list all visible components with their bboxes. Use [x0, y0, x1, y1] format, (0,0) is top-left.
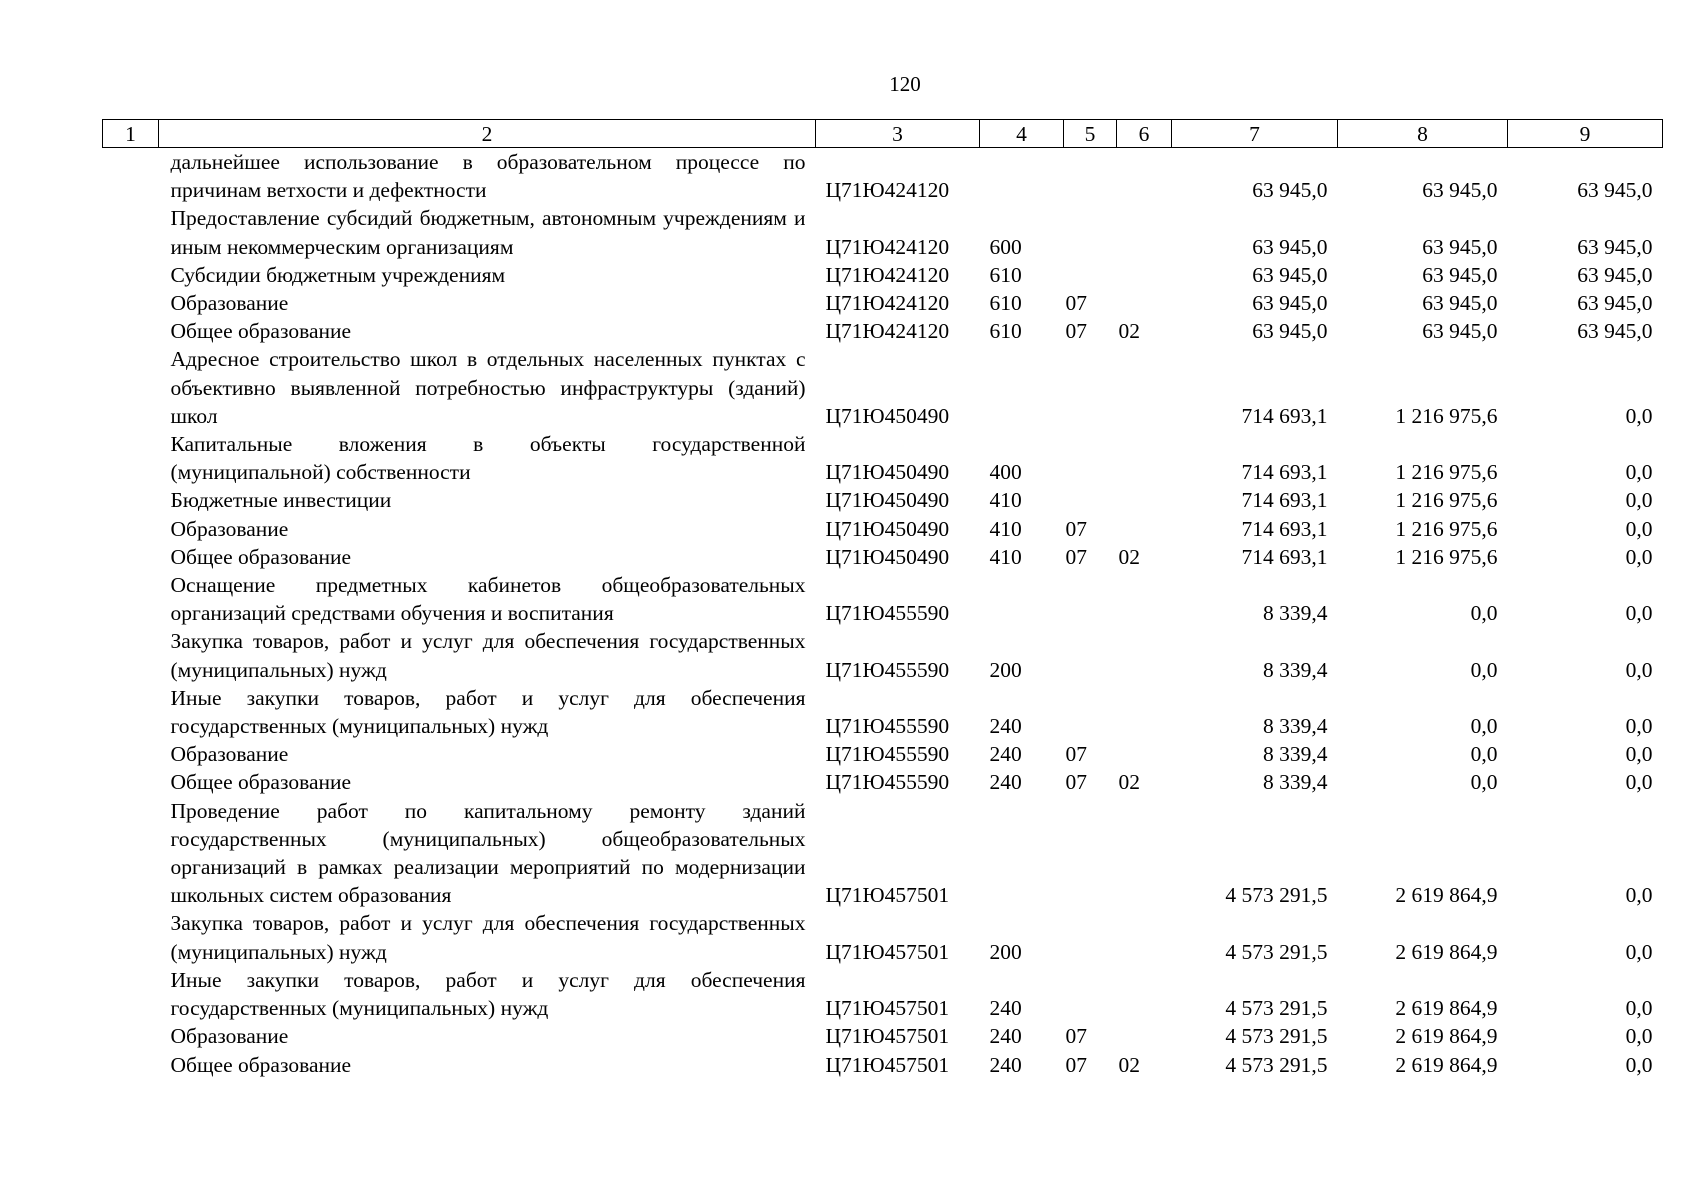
row-subsection: 02	[1118, 544, 1140, 569]
spacer	[103, 345, 159, 430]
spacer	[103, 148, 159, 205]
row-section	[1064, 627, 1117, 683]
row-amount-col8: 63 945,0	[1422, 319, 1498, 344]
row-amount-col8: 2 619 864,9	[1395, 883, 1498, 908]
row-subsection	[1117, 486, 1172, 514]
row-name: Проведение работ по капитальному ремонту зданий государственных (муниципальных) общеобразовательных организаций в рамках реализации мероприятий по модернизации школьных систем образования	[170, 798, 806, 908]
row-amount-col7: 714 693,1	[1241, 488, 1328, 513]
table-row	[103, 909, 1663, 965]
column-header: 2	[159, 120, 816, 148]
row-section: 07	[1065, 1024, 1087, 1049]
row-amount-col8: 0,0	[1470, 714, 1498, 739]
row-name: Общее образование	[170, 770, 352, 795]
spacer	[103, 543, 159, 571]
column-header: 5	[1064, 120, 1117, 148]
row-name: Образование	[170, 742, 289, 767]
row-amount-col9: 0,0	[1625, 601, 1653, 626]
spacer	[103, 317, 159, 345]
row-kvr: 610	[989, 319, 1022, 344]
row-code: Ц71Ю424120	[825, 319, 950, 344]
spacer	[103, 768, 159, 796]
row-amount-col8: 1 216 975,6	[1395, 488, 1498, 513]
row-amount-col7: 63 945,0	[1252, 262, 1328, 287]
table-row	[103, 261, 1663, 289]
row-amount-col7: 63 945,0	[1252, 319, 1328, 344]
row-amount-col7: 714 693,1	[1241, 460, 1328, 485]
row-name: Образование	[170, 516, 289, 541]
spacer	[103, 1022, 159, 1050]
row-code: Ц71Ю457501	[825, 1052, 950, 1077]
row-name: Бюджетные инвестиции	[170, 488, 392, 513]
spacer	[103, 486, 159, 514]
spacer	[103, 261, 159, 289]
table-row	[103, 204, 1663, 260]
row-kvr	[980, 797, 1064, 910]
row-code: Ц71Ю455590	[825, 657, 950, 682]
table-row	[103, 797, 1663, 910]
row-amount-col9: 0,0	[1625, 742, 1653, 767]
row-amount-col9: 0,0	[1625, 403, 1653, 428]
row-section	[1064, 148, 1117, 205]
row-amount-col9: 0,0	[1625, 488, 1653, 513]
table-row	[103, 148, 1663, 205]
column-header: 9	[1508, 120, 1663, 148]
row-kvr: 200	[989, 939, 1022, 964]
column-header: 4	[980, 120, 1064, 148]
row-subsection	[1117, 966, 1172, 1022]
row-section: 07	[1065, 770, 1087, 795]
row-code: Ц71Ю424120	[825, 234, 950, 259]
row-kvr: 600	[989, 234, 1022, 259]
table-row	[103, 486, 1663, 514]
row-amount-col8: 0,0	[1470, 742, 1498, 767]
row-amount-col8: 0,0	[1470, 770, 1498, 795]
row-amount-col7: 8 339,4	[1263, 714, 1328, 739]
row-subsection	[1117, 261, 1172, 289]
row-amount-col7: 63 945,0	[1252, 178, 1328, 203]
row-code: Ц71Ю424120	[825, 178, 950, 203]
row-code: Ц71Ю450490	[825, 488, 950, 513]
row-amount-col9: 63 945,0	[1577, 178, 1653, 203]
row-code: Ц71Ю457501	[825, 939, 950, 964]
row-amount-col8: 63 945,0	[1422, 262, 1498, 287]
table-row	[103, 740, 1663, 768]
row-section	[1064, 684, 1117, 740]
row-amount-col7: 63 945,0	[1252, 234, 1328, 259]
row-name: Субсидии бюджетным учреждениям	[170, 262, 506, 287]
row-amount-col9: 0,0	[1625, 1052, 1653, 1077]
row-code: Ц71Ю450490	[825, 460, 950, 485]
row-section	[1064, 486, 1117, 514]
table-row	[103, 966, 1663, 1022]
row-kvr: 410	[989, 516, 1022, 541]
row-amount-col9: 0,0	[1625, 544, 1653, 569]
row-code: Ц71Ю450490	[825, 544, 950, 569]
row-name: Иные закупки товаров, работ и услуг для обеспечения государственных (муниципальных) нужд	[170, 685, 806, 739]
row-subsection	[1117, 797, 1172, 910]
row-code: Ц71Ю455590	[825, 601, 950, 626]
row-name: Общее образование	[170, 1052, 352, 1077]
row-amount-col9: 0,0	[1625, 996, 1653, 1021]
row-amount-col8: 63 945,0	[1422, 291, 1498, 316]
row-amount-col8: 2 619 864,9	[1395, 996, 1498, 1021]
spacer	[103, 797, 159, 910]
row-amount-col7: 4 573 291,5	[1225, 996, 1328, 1021]
row-amount-col7: 714 693,1	[1241, 403, 1328, 428]
spacer	[103, 627, 159, 683]
spacer	[103, 204, 159, 260]
row-subsection: 02	[1118, 1052, 1140, 1077]
row-amount-col9: 0,0	[1625, 1024, 1653, 1049]
row-subsection	[1117, 1022, 1172, 1050]
table-row	[103, 430, 1663, 486]
row-code: Ц71Ю457501	[825, 996, 950, 1021]
row-amount-col9: 0,0	[1625, 770, 1653, 795]
row-kvr: 610	[989, 291, 1022, 316]
row-amount-col7: 8 339,4	[1263, 657, 1328, 682]
column-number-header	[103, 120, 1663, 148]
row-code: Ц71Ю455590	[825, 770, 950, 795]
row-subsection	[1117, 515, 1172, 543]
spacer	[103, 684, 159, 740]
table-row	[103, 768, 1663, 796]
table-row	[103, 345, 1663, 430]
spacer	[103, 740, 159, 768]
row-kvr	[980, 148, 1064, 205]
row-name: Образование	[170, 291, 289, 316]
row-amount-col9: 0,0	[1625, 883, 1653, 908]
row-kvr	[980, 571, 1064, 627]
page-number: 120	[889, 72, 921, 96]
row-amount-col7: 4 573 291,5	[1225, 883, 1328, 908]
row-kvr: 400	[989, 460, 1022, 485]
spacer	[103, 289, 159, 317]
row-amount-col9: 63 945,0	[1577, 234, 1653, 259]
row-name: Оснащение предметных кабинетов общеобразовательных организаций средствами обучения и воспитания	[170, 573, 806, 626]
row-kvr: 240	[989, 742, 1022, 767]
row-name: Общее образование	[170, 319, 352, 344]
row-amount-col7: 714 693,1	[1241, 544, 1328, 569]
row-name: дальнейшее использование в образовательном процессе по причинам ветхости и дефектности	[170, 150, 806, 203]
column-header: 3	[816, 120, 980, 148]
row-name: Капитальные вложения в объекты государственной (муниципальной) собственности	[170, 432, 806, 485]
row-kvr: 410	[989, 488, 1022, 513]
row-kvr: 240	[989, 770, 1022, 795]
row-amount-col7: 8 339,4	[1263, 601, 1328, 626]
row-amount-col8: 2 619 864,9	[1395, 1024, 1498, 1049]
row-name: Иные закупки товаров, работ и услуг для обеспечения государственных (муниципальных) нужд	[170, 967, 806, 1021]
row-amount-col9: 63 945,0	[1577, 291, 1653, 316]
row-name: Предоставление субсидий бюджетным, автономным учреждениям и иным некоммерческим организациям	[170, 206, 806, 259]
column-header: 8	[1338, 120, 1508, 148]
table-row	[103, 1051, 1663, 1079]
row-subsection	[1117, 289, 1172, 317]
row-amount-col9: 0,0	[1625, 714, 1653, 739]
row-code: Ц71Ю455590	[825, 714, 950, 739]
row-code: Ц71Ю424120	[825, 262, 950, 287]
row-code: Ц71Ю450490	[825, 403, 950, 428]
row-amount-col7: 4 573 291,5	[1225, 939, 1328, 964]
table-row	[103, 684, 1663, 740]
row-amount-col7: 63 945,0	[1252, 291, 1328, 316]
row-section	[1064, 909, 1117, 965]
row-section	[1064, 261, 1117, 289]
row-kvr: 240	[989, 1052, 1022, 1077]
table-row	[103, 627, 1663, 683]
row-name: Общее образование	[170, 544, 352, 569]
row-subsection	[1117, 740, 1172, 768]
spacer	[103, 909, 159, 965]
row-kvr: 240	[989, 714, 1022, 739]
table-row	[103, 515, 1663, 543]
row-amount-col9: 63 945,0	[1577, 319, 1653, 344]
table-body	[103, 148, 1663, 1079]
row-subsection	[1117, 345, 1172, 430]
row-kvr: 410	[989, 544, 1022, 569]
row-code: Ц71Ю424120	[825, 291, 950, 316]
row-section: 07	[1065, 319, 1087, 344]
row-name: Адресное строительство школ в отдельных населенных пунктах с объективно выявленной потребностью инфраструктуры (зданий) школ	[170, 347, 806, 428]
row-name: Образование	[170, 1024, 289, 1049]
row-amount-col9: 0,0	[1625, 939, 1653, 964]
row-kvr	[980, 345, 1064, 430]
row-section: 07	[1065, 742, 1087, 767]
row-subsection	[1117, 148, 1172, 205]
row-amount-col8: 0,0	[1470, 657, 1498, 682]
column-header: 6	[1117, 120, 1172, 148]
spacer	[103, 1051, 159, 1079]
row-amount-col8: 2 619 864,9	[1395, 939, 1498, 964]
row-code: Ц71Ю457501	[825, 883, 950, 908]
table-row	[103, 317, 1663, 345]
row-amount-col7: 714 693,1	[1241, 516, 1328, 541]
row-name: Закупка товаров, работ и услуг для обеспечения государственных (муниципальных) нужд	[170, 911, 806, 964]
row-amount-col9: 63 945,0	[1577, 262, 1653, 287]
row-amount-col9: 0,0	[1625, 516, 1653, 541]
row-subsection	[1117, 204, 1172, 260]
row-code: Ц71Ю455590	[825, 742, 950, 767]
row-subsection	[1117, 684, 1172, 740]
row-amount-col9: 0,0	[1625, 657, 1653, 682]
row-section	[1064, 571, 1117, 627]
row-subsection: 02	[1118, 770, 1140, 795]
row-kvr: 240	[989, 1024, 1022, 1049]
row-kvr: 610	[989, 262, 1022, 287]
row-kvr: 240	[989, 996, 1022, 1021]
row-amount-col9: 0,0	[1625, 460, 1653, 485]
row-code: Ц71Ю450490	[825, 516, 950, 541]
row-kvr: 200	[989, 657, 1022, 682]
row-section	[1064, 797, 1117, 910]
table-row	[103, 289, 1663, 317]
row-amount-col8: 2 619 864,9	[1395, 1052, 1498, 1077]
row-section: 07	[1065, 516, 1087, 541]
budget-table	[102, 119, 1663, 1079]
row-amount-col7: 4 573 291,5	[1225, 1052, 1328, 1077]
table-row	[103, 543, 1663, 571]
row-subsection	[1117, 571, 1172, 627]
table-row	[103, 1022, 1663, 1050]
row-section	[1064, 345, 1117, 430]
row-code: Ц71Ю457501	[825, 1024, 950, 1049]
row-amount-col8: 1 216 975,6	[1395, 403, 1498, 428]
row-section	[1064, 430, 1117, 486]
row-subsection	[1117, 627, 1172, 683]
column-header: 7	[1172, 120, 1338, 148]
row-amount-col8: 63 945,0	[1422, 178, 1498, 203]
row-amount-col8: 1 216 975,6	[1395, 516, 1498, 541]
column-header: 1	[103, 120, 159, 148]
spacer	[103, 515, 159, 543]
row-amount-col8: 63 945,0	[1422, 234, 1498, 259]
row-subsection	[1117, 430, 1172, 486]
row-amount-col7: 8 339,4	[1263, 770, 1328, 795]
row-subsection	[1117, 909, 1172, 965]
row-amount-col8: 1 216 975,6	[1395, 544, 1498, 569]
row-amount-col8: 0,0	[1470, 601, 1498, 626]
row-section: 07	[1065, 291, 1087, 316]
row-amount-col7: 8 339,4	[1263, 742, 1328, 767]
row-section: 07	[1065, 544, 1087, 569]
row-amount-col8: 1 216 975,6	[1395, 460, 1498, 485]
row-name: Закупка товаров, работ и услуг для обеспечения государственных (муниципальных) нужд	[170, 629, 806, 682]
row-section	[1064, 966, 1117, 1022]
spacer	[103, 571, 159, 627]
row-section: 07	[1065, 1052, 1087, 1077]
row-section	[1064, 204, 1117, 260]
row-amount-col7: 4 573 291,5	[1225, 1024, 1328, 1049]
spacer	[103, 966, 159, 1022]
row-subsection: 02	[1118, 319, 1140, 344]
table-row	[103, 571, 1663, 627]
spacer	[103, 430, 159, 486]
